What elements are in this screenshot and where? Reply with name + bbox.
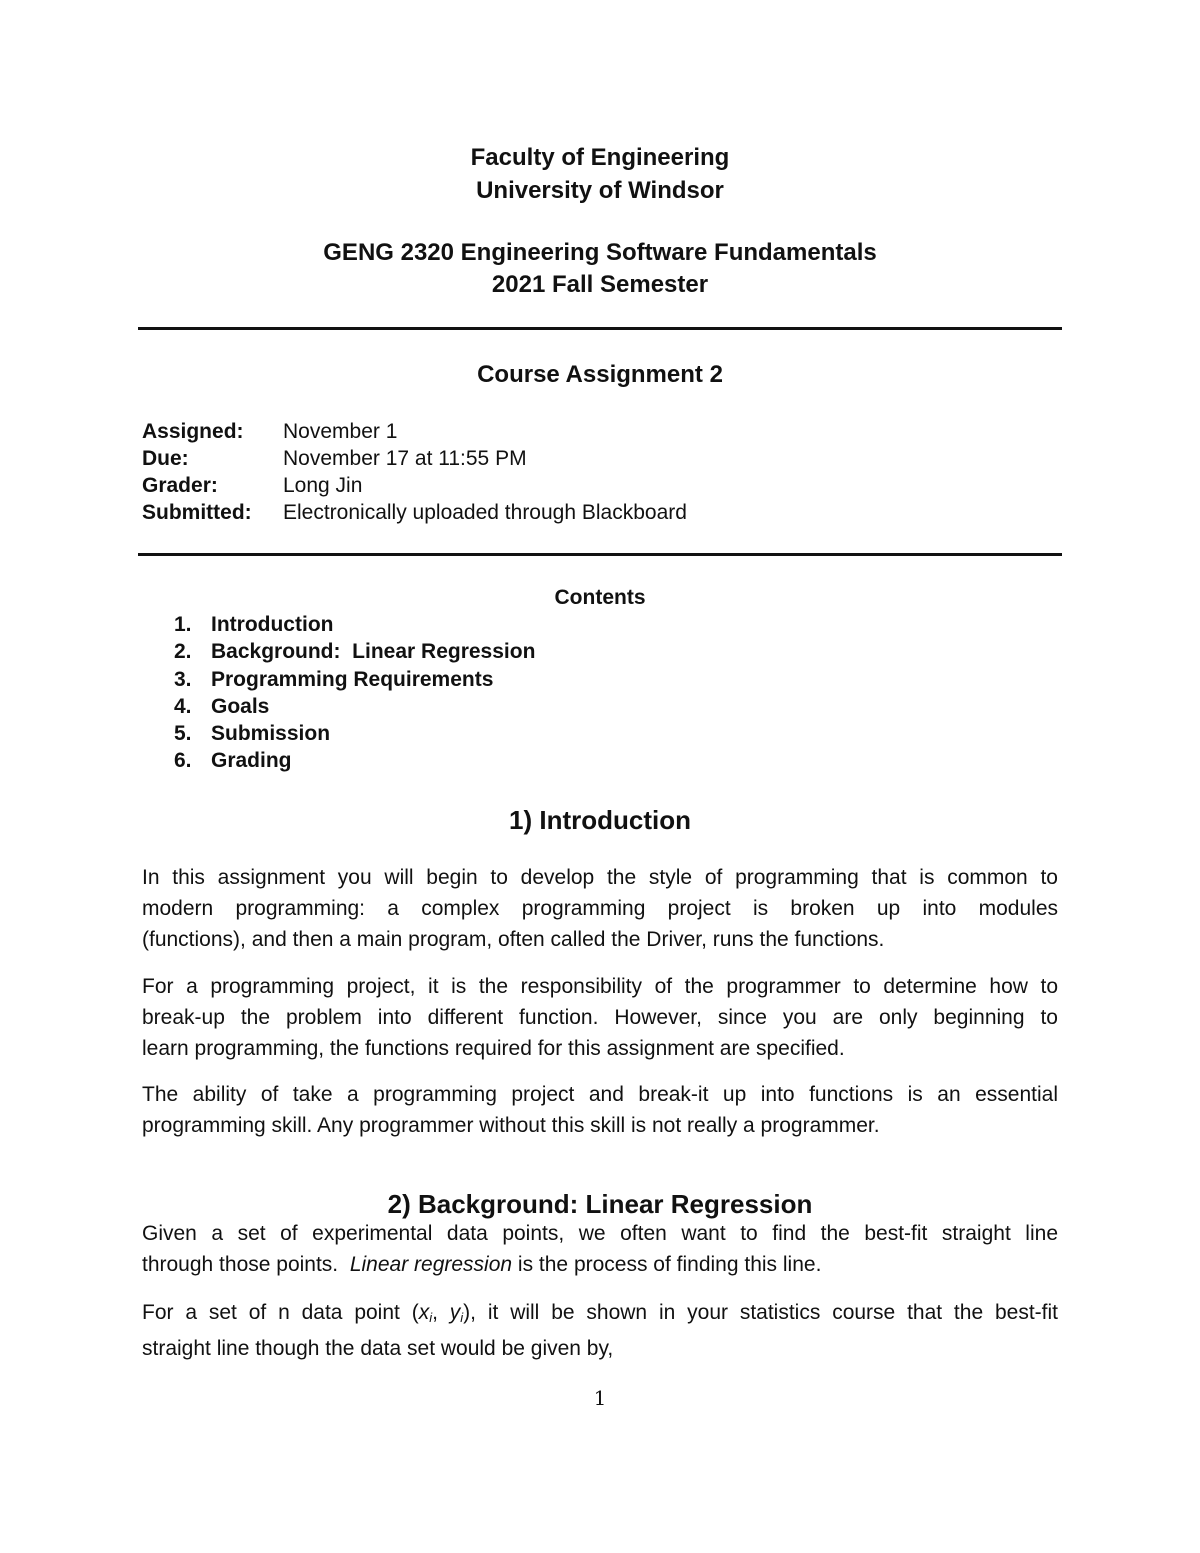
meta-label: Grader: bbox=[142, 474, 218, 497]
toc-item bbox=[174, 611, 535, 638]
semester-title: 2021 Fall Semester bbox=[491, 271, 709, 298]
meta-value: November 17 at 11:55 PM bbox=[283, 447, 527, 470]
toc-item bbox=[174, 747, 535, 774]
intro-paragraph-1 bbox=[142, 862, 1058, 955]
meta-row-assigned bbox=[142, 418, 687, 445]
course-title: GENG 2320 Engineering Software Fundamentals bbox=[323, 239, 877, 266]
top-divider bbox=[138, 327, 1062, 330]
toc-item bbox=[174, 638, 535, 665]
text-run: For a set of n data point ( bbox=[142, 1301, 419, 1324]
math-y: y bbox=[449, 1301, 461, 1324]
intro-paragraph-3 bbox=[142, 1079, 1058, 1141]
toc-number: 6. bbox=[174, 749, 192, 773]
paragraph-line: For a programming project, it is the responsibility of the programmer to determine how to bbox=[142, 975, 1058, 998]
math-subscript: i bbox=[460, 1310, 464, 1325]
paragraph-line: learn programming, the functions required for this assignment are specified. bbox=[142, 1037, 845, 1060]
toc-number: 4. bbox=[174, 694, 192, 718]
paragraph-line: break-up the problem into different function. However, since you are only beginning to bbox=[142, 1006, 1058, 1029]
paragraph-line: programming skill. Any programmer without this skill is not really a programmer. bbox=[142, 1114, 880, 1137]
section-heading-background: 2) Background: Linear Regression bbox=[387, 1189, 813, 1219]
page-number: 1 bbox=[593, 1386, 607, 1410]
toc-item bbox=[174, 693, 535, 720]
paragraph-line: (functions), and then a main program, often called the Driver, runs the functions. bbox=[142, 928, 885, 951]
meta-value: November 1 bbox=[283, 420, 398, 443]
university-title: University of Windsor bbox=[476, 177, 724, 204]
meta-label: Due: bbox=[142, 447, 189, 470]
paragraph-line: In this assignment you will begin to develop the style of programming that is common to bbox=[142, 866, 1058, 889]
section-heading-introduction: 1) Introduction bbox=[509, 805, 691, 835]
intro-paragraph-2 bbox=[142, 971, 1058, 1064]
meta-row-submitted bbox=[142, 499, 687, 526]
meta-value: Long Jin bbox=[283, 474, 363, 497]
paragraph-line: modern programming: a complex programming project is broken up into modules bbox=[142, 897, 1058, 920]
bottom-divider bbox=[138, 553, 1062, 556]
assignment-title: Course Assignment 2 bbox=[477, 361, 723, 388]
math-x: x bbox=[418, 1301, 430, 1324]
math-subscript: i bbox=[429, 1310, 433, 1325]
meta-label: Assigned: bbox=[142, 420, 244, 443]
text-run: is the process of finding this line. bbox=[512, 1253, 822, 1276]
meta-row-due bbox=[142, 445, 687, 472]
meta-label: Submitted: bbox=[142, 501, 252, 524]
toc-label: Introduction bbox=[211, 613, 334, 636]
contents-title: Contents bbox=[554, 586, 646, 609]
toc-label: Background: Linear Regression bbox=[211, 640, 536, 664]
toc-label: Grading bbox=[211, 749, 292, 773]
background-paragraph-2 bbox=[142, 1297, 1058, 1364]
meta-value: Electronically uploaded through Blackboard bbox=[283, 501, 687, 524]
faculty-title: Faculty of Engineering bbox=[470, 144, 730, 171]
toc-item bbox=[174, 666, 535, 693]
toc-number: 2. bbox=[174, 640, 192, 664]
paragraph-line: straight line though the data set would be given by, bbox=[142, 1337, 614, 1360]
table-of-contents bbox=[174, 611, 535, 775]
toc-label: Submission bbox=[211, 722, 331, 746]
text-run: , bbox=[432, 1301, 450, 1324]
text-run: ), it will be shown in your statistics course that the best-fit bbox=[463, 1301, 1058, 1324]
toc-label: Goals bbox=[211, 694, 270, 718]
paragraph-line bbox=[142, 1249, 1058, 1280]
toc-label: Programming Requirements bbox=[211, 667, 494, 691]
toc-number: 1. bbox=[174, 613, 192, 636]
background-paragraph-1 bbox=[142, 1218, 1058, 1280]
toc-number: 3. bbox=[174, 667, 192, 691]
paragraph-line bbox=[142, 1297, 1058, 1333]
meta-row-grader bbox=[142, 472, 687, 499]
toc-number: 5. bbox=[174, 722, 192, 746]
emphasis-linear-regression: Linear regression bbox=[349, 1253, 513, 1276]
paragraph-line: Given a set of experimental data points, we often want to find the best-fit straight line bbox=[142, 1222, 1058, 1245]
toc-item bbox=[174, 720, 535, 747]
text-run: through those points. bbox=[142, 1253, 350, 1276]
paragraph-line: The ability of take a programming project and break-it up into functions is an essential bbox=[142, 1083, 1058, 1106]
assignment-meta bbox=[142, 418, 687, 526]
